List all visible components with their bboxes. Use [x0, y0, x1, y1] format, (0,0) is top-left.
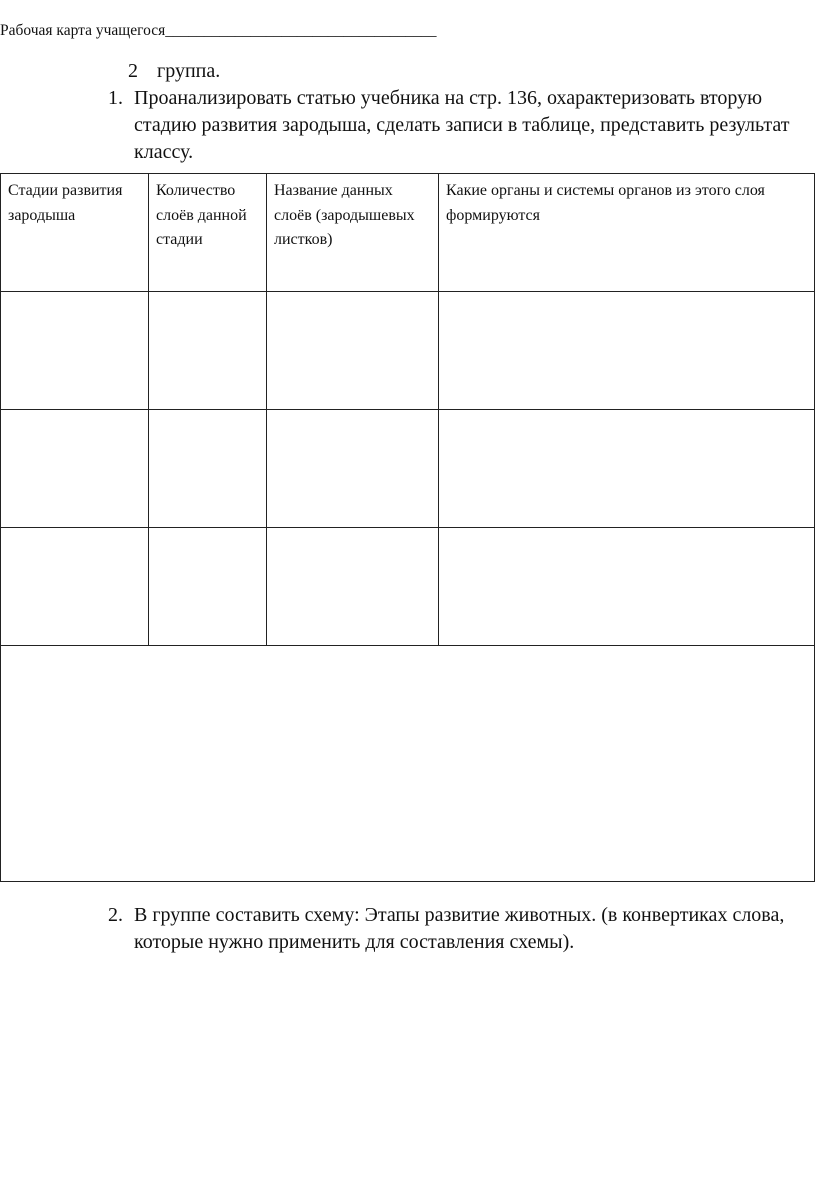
table-cell[interactable]: [1, 528, 149, 646]
group-number: 2: [128, 60, 138, 82]
header-cell-layer-names: Название данных слоёв (зародышевых листков): [267, 174, 439, 292]
table-cell[interactable]: [439, 410, 815, 528]
table-row: [1, 410, 815, 528]
task-2-text: В группе составить схему: Этапы развитие животных. (в конвертиках слова, которые нужно применить для составления схемы).: [134, 904, 785, 953]
table-cell[interactable]: [149, 292, 267, 410]
table-row: [1, 292, 815, 410]
name-blank-line: ___________________________________: [165, 22, 437, 39]
table-row: [1, 528, 815, 646]
table-cell[interactable]: [267, 292, 439, 410]
table-cell[interactable]: [149, 410, 267, 528]
table-header-row: [1, 174, 815, 292]
worksheet-header: [0, 22, 436, 40]
table-cell[interactable]: [149, 528, 267, 646]
table-cell[interactable]: [439, 528, 815, 646]
group-label: [128, 60, 220, 83]
table-merged-cell[interactable]: [1, 646, 815, 882]
table-cell[interactable]: [267, 528, 439, 646]
table-cell[interactable]: [1, 410, 149, 528]
table-cell[interactable]: [1, 292, 149, 410]
task-1-number: 1.: [108, 87, 123, 109]
header-cell-organs: Какие органы и системы органов из этого слоя формируются: [439, 174, 815, 292]
table-cell[interactable]: [439, 292, 815, 410]
table-row-merged: [1, 646, 815, 882]
table-cell[interactable]: [267, 410, 439, 528]
task-1: [108, 85, 808, 166]
group-text: группа.: [157, 60, 221, 82]
header-cell-stages: Стадии развития зародыша: [1, 174, 149, 292]
task-2: [108, 902, 808, 956]
worksheet-title: Рабочая карта учащегося: [0, 22, 166, 39]
task-2-number: 2.: [108, 904, 123, 926]
embryo-stages-table: [0, 173, 815, 882]
header-cell-layer-count: Количество слоёв данной стадии: [149, 174, 267, 292]
task-1-text: Проанализировать статью учебника на стр. 136, охарактеризовать вторую стадию развития зародыша, сделать записи в таблице, представить результат классу.: [134, 87, 790, 163]
